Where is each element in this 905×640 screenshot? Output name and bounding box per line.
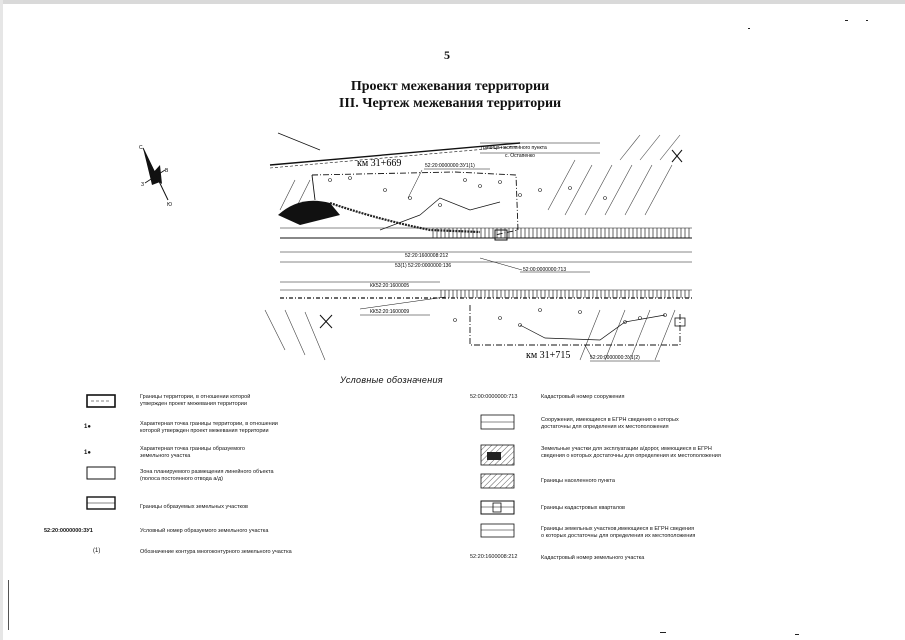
- scan-speck: [845, 20, 848, 21]
- legend-text-territory-boundary: Границы территории, в отношении которой утвержден проект межевания территории: [140, 394, 251, 407]
- legend-text-planned-zone: Зона планируемого размещения линейного объекта (полоса постоянного отвода а/д): [140, 469, 274, 482]
- north-characteristic-points: [329, 177, 607, 207]
- legend-text-parcel-number: Кадастровый номер земельного участка: [541, 555, 645, 561]
- compass-east-label: В: [165, 168, 169, 174]
- south-characteristic-points: [454, 309, 667, 327]
- quarter-label-1: КК52:20:1600005: [370, 283, 410, 289]
- cross-markers: [320, 150, 682, 328]
- legend-conditional-number-sample: 52:20:0000000:ЗУ1: [44, 528, 93, 534]
- title-line-1: Проект межевания территории: [350, 79, 550, 94]
- scan-speck: [866, 20, 868, 21]
- settlement-boundary-label-2: с. Остапенко: [505, 153, 535, 159]
- km-marker-south: км 31+715: [526, 350, 571, 361]
- legend-text-quarter-boundaries: Границы кадастровых кварталов: [541, 505, 625, 511]
- settlement-boundary-label-1: граница населенного пункта: [481, 145, 547, 151]
- road-cadastral-label-1: 52:20:1600008:212: [405, 253, 449, 259]
- parcel-south-label: 52:20:0000000:ЗУ1(2): [590, 355, 640, 361]
- legend-text-registered-parcels: Границы земельных участков,имеющиеся в ЕГРН сведения о которых достаточны для определения их местоположения: [541, 526, 696, 539]
- road-north-edge: [280, 228, 692, 238]
- legend-text-conditional-number: Условный номер образуемого земельного участка: [140, 528, 269, 534]
- legend-text-parcel-point: Характерная точка границы образуемого земельного участка: [140, 446, 245, 459]
- legend-territory-point-marker: 1●: [84, 424, 91, 430]
- scan-speck: [795, 634, 799, 635]
- parcel-north-label: 52:20:0000000:ЗУ1(1): [425, 163, 475, 169]
- title-line-2: III. Чертеж межевания территории: [338, 96, 562, 111]
- legend-right-symbols: [470, 410, 530, 560]
- legend-parcel-number-sample: 52:20:1600008:212: [470, 554, 518, 560]
- compass-rose-icon: [139, 145, 172, 208]
- legend-text-structures: Сооружения, имеющиеся в ЕГРН сведения о которых достаточны для определения их местоположения: [541, 417, 679, 430]
- legend-text-structure-number: Кадастровый номер сооружения: [541, 394, 625, 400]
- legend-parcel-point-marker: 1●: [84, 450, 91, 456]
- compass-south-label: Ю: [167, 202, 173, 208]
- road-cadastral-label-2: 53(1) 52:20:0000000:136: [395, 263, 452, 269]
- compass-north-label: С: [139, 145, 143, 151]
- legend-text-territory-point: Характерная точка границы территории, в отношении которой утвержден проект межевания территории: [140, 421, 278, 434]
- legend-heading: Условные обозначения: [340, 375, 443, 385]
- scan-speck: [748, 28, 750, 29]
- parcel-south-boundary: [470, 305, 680, 345]
- road-south-edge: [280, 282, 692, 298]
- quarter-label-2: КК52:20:1600009: [370, 309, 410, 315]
- legend-structure-number-sample: 52:00:0000000:713: [470, 394, 518, 400]
- scan-speck: [660, 632, 666, 633]
- structure-cadastral-label: 52:00:0000000:713: [523, 267, 567, 273]
- parcel-north-boundary: [312, 172, 518, 235]
- km-marker-north: км 31+669: [357, 158, 402, 169]
- legend-contour-sample: (1): [93, 548, 101, 554]
- legend-text-contour-designation: Обозначение контура многоконтурного земельного участка: [140, 549, 292, 555]
- legend-text-road-parcels: Земельные участки для эксплуатации а/дорог, имеющиеся в ЕГРН сведения о которых достаточны для определения их местоположения: [541, 446, 721, 459]
- legend-text-parcel-boundaries: Границы образуемых земельных участков: [140, 504, 248, 510]
- page-number: 5: [444, 48, 450, 62]
- scan-edge-line: [8, 580, 9, 630]
- compass-west-label: З: [141, 182, 145, 188]
- legend-text-settlement-boundary: Границы населенного пункта: [541, 478, 615, 484]
